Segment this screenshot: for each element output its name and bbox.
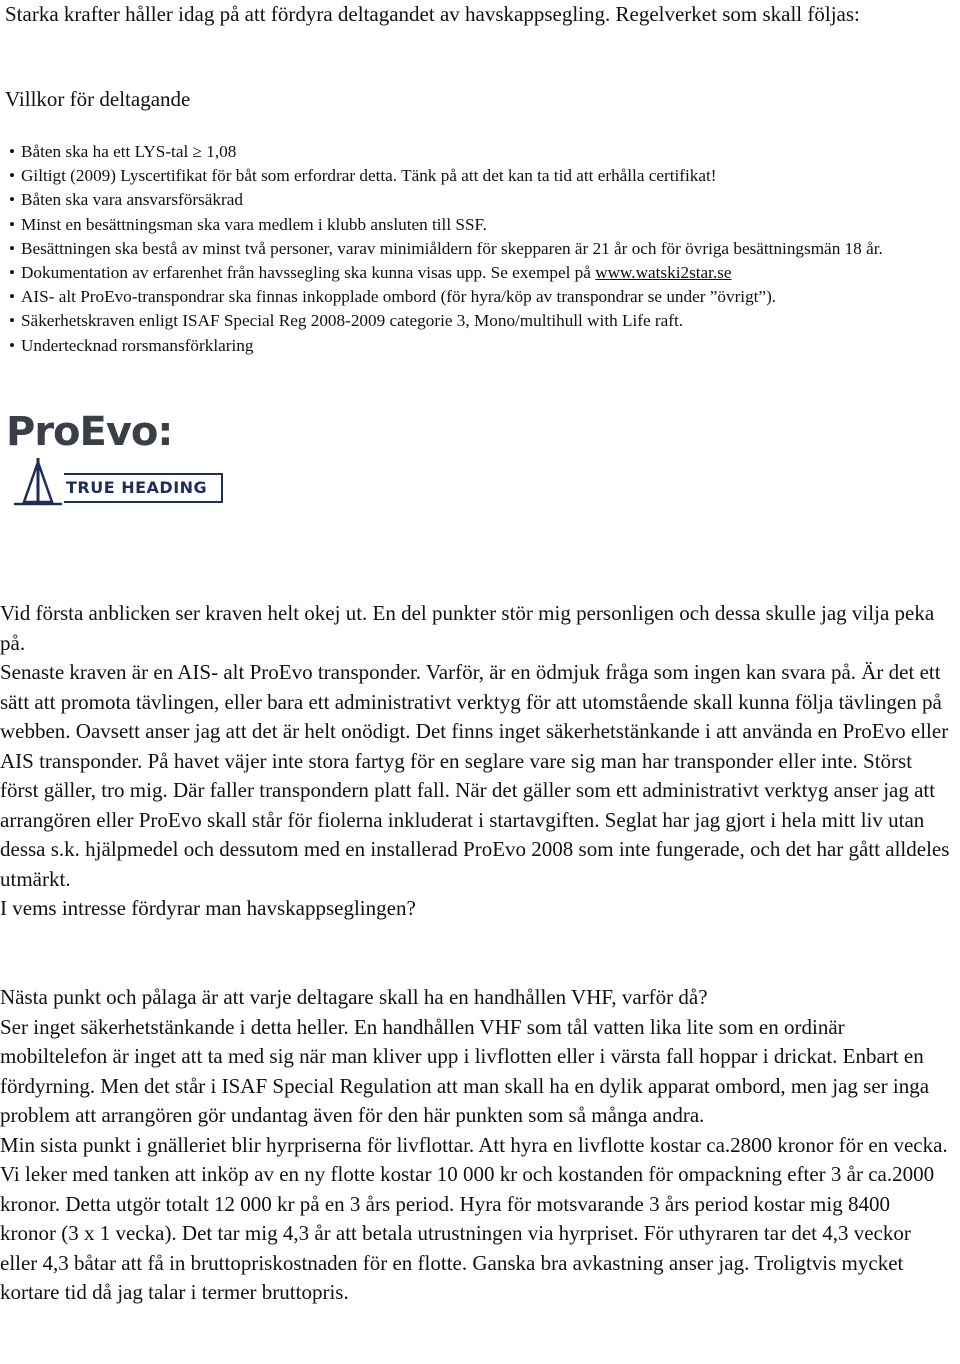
proevo-logo bbox=[6, 410, 236, 505]
paragraph: Nästa punkt och pålaga är att varje deltagare skall ha en handhållen VHF, varför då? bbox=[0, 985, 708, 1009]
list-item: • Besättningen ska bestå av minst två personer, varav minimiåldern för skepparen är 21 år och för övriga besättningsmän 18 år. bbox=[9, 238, 883, 258]
sail-mark-icon bbox=[12, 458, 64, 506]
list-item: • Båten ska ha ett LYS-tal ≥ 1,08 bbox=[9, 142, 237, 161]
list-item: • Undertecknad rorsmansförklaring bbox=[9, 335, 254, 355]
list-item: • Minst en besättningsman ska vara medlem i klubb ansluten till SSF. bbox=[9, 214, 487, 234]
commentary-section-1 bbox=[0, 599, 950, 924]
logo-brand-text: ProEvo: bbox=[6, 409, 173, 455]
paragraph: Min sista punkt i gnälleriet blir hyrpriserna för livflottar. Att hyra en livflotte kostar ca.2800 kronor för en vecka. Vi leker med tanken att inköp av en ny flotte kostar 10 000 kr och kostanden för ompackning efter 3 år ca.2000 kronor. Detta utgör totalt 12 000 kr på en 3 års period. Hyra för motsvarande 3 års period kostar mig 8400 kronor (3 x 1 vecka). Det tar mig 4,3 år att betala utrustningen via hyrpriset. För uthyraren tar det 4,3 veckor eller 4,3 båtar att få in bruttopriskostnaden för en flotte. Ganska bra avkastning anser jag. Troligtvis mycket kortare tid då jag talar i termer bruttopris. bbox=[0, 1132, 948, 1304]
paragraph: Ser inget säkerhetstänkande i detta heller. En handhållen VHF som tål vatten lika lite som en ordinär mobiltelefon är inget att ta med sig när man kliver upp i livflotten eller i värsta fall hoppar i drickat. Enbart en fördyrning. Men det står i ISAF Special Regulation att man skall ha en dylik apparat ombord, men jag ser inga problem att arrangören gör undantag även för den här punkten som så många andra. bbox=[0, 1014, 930, 1127]
paragraph: Vid första anblicken ser kraven helt okej ut. En del punkter stör mig personligen och dessa skulle jag vilja peka på. bbox=[0, 601, 935, 655]
conditions-list bbox=[0, 140, 955, 358]
conditions-heading: Villkor för deltagande bbox=[5, 87, 191, 111]
watski-link[interactable]: www.watski2star.se bbox=[595, 263, 732, 283]
paragraph: I vems intresse fördyrar man havskappseglingen? bbox=[0, 896, 416, 920]
list-item: • AIS- alt ProEvo-transpondrar ska finnas inkopplade ombord (för hyra/köp av transpondrar se under ”övrigt”). bbox=[9, 287, 777, 307]
logo-tagline: TRUE HEADING bbox=[66, 478, 208, 497]
paragraph: Senaste kraven är en AIS- alt ProEvo transponder. Varför, är en ödmjuk fråga som ingen kan svara på. Är det ett sätt att promota tävlingen, eller bara ett administrativt verktyg för att utomstående skall kunna följa tävlingen på webben. Oavsett anser jag att det är helt onödigt. Det finns inget säkerhetstänkande i att använda en ProEvo eller AIS transponder. På havet väjer inte stora fartyg för en seglare vare sig man har transponder eller inte. Störst först gäller, tro mig. Där faller transpondern platt fall. När det gäller som ett administrativt verktyg anser jag att arrangören eller ProEvo skall står för fiolerna inkluderat i startavgiften. Seglat har jag gjort i hela mitt liv utan dessa s.k. hjälpmedel och dessutom med en installerad ProEvo 2008 som inte fungerade, och det har gått alldeles utmärkt. bbox=[0, 660, 950, 891]
list-item: • Båten ska vara ansvarsförsäkrad bbox=[9, 190, 243, 210]
list-item: • Säkerhetskraven enligt ISAF Special Reg 2008-2009 categorie 3, Mono/multihull with Life raft. bbox=[9, 311, 684, 331]
intro-paragraph: Starka krafter håller idag på att fördyra deltagandet av havskappsegling. Regelverket som skall följas: bbox=[5, 2, 860, 26]
list-item: • Giltigt (2009) Lyscertifikat för båt som erfordrar detta. Tänk på att det kan ta tid att erhålla certifikat! bbox=[9, 166, 717, 186]
commentary-section-2 bbox=[0, 983, 950, 1308]
list-item: • Dokumentation av erfarenhet från havssegling ska kunna visas upp. Se exempel på www.watski2star.se bbox=[9, 263, 732, 283]
